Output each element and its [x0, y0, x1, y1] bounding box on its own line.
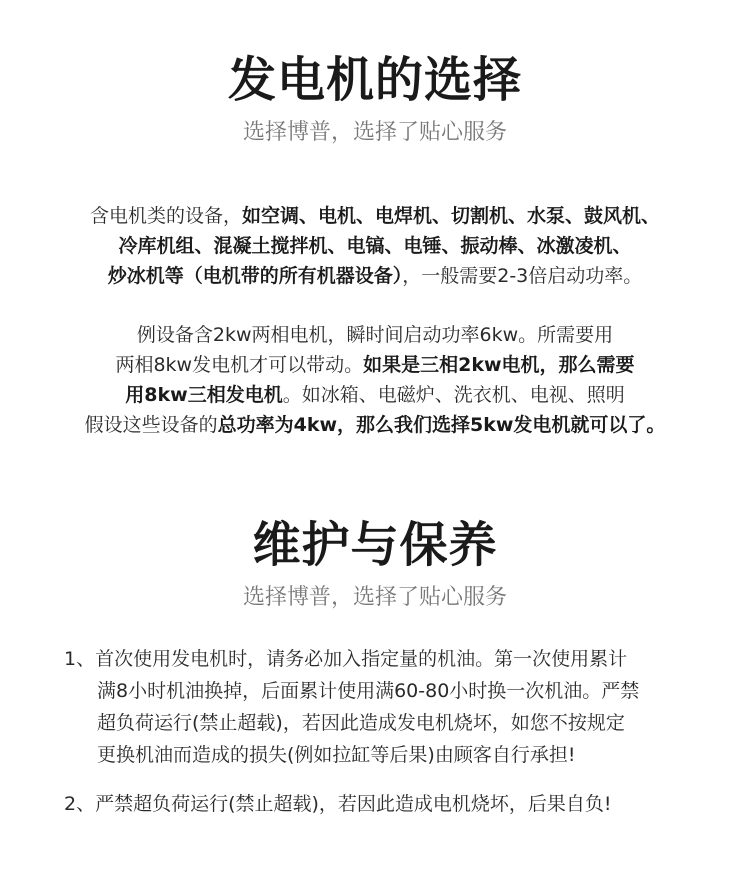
paragraph-line: [0, 380, 750, 410]
text: ，一般需要2-3倍启动功率。: [402, 265, 643, 287]
paragraph-line: [0, 231, 750, 261]
bold-text: 如空调、电机、电焊机、切割机、水泵、鼓风机、: [242, 205, 661, 227]
bold-text: 总功率为4kw，那么我们选择5kw发电机就可以了。: [217, 414, 666, 436]
section-title: 发电机的选择: [227, 52, 522, 108]
generator-selection-section: [0, 52, 750, 148]
section-subtitle: 选择博普，选择了贴心服务: [242, 120, 507, 145]
list-item: [64, 643, 639, 771]
bold-text: 用8kw三相发电机: [125, 384, 283, 406]
bold-text: 炒冰机等（电机带的所有机器设备）: [107, 265, 403, 287]
list-item-line: 更换机油而造成的损失(例如拉缸等后果)由顾客自行承担!: [97, 744, 576, 766]
maintenance-section: [0, 517, 750, 613]
paragraph-line: [0, 201, 750, 231]
text: 。如冰箱、电磁炉、洗衣机、电视、照明: [282, 384, 625, 406]
paragraph-line: [0, 261, 750, 291]
list-item-line: 2、严禁超负荷运行(禁止超载)，若因此造成电机烧坏，后果自负!: [64, 793, 612, 815]
motor-equipment-paragraph: [0, 201, 750, 291]
bold-text: 冷库机组、混凝土搅拌机、电镐、电锤、振动棒、冰激凌机、: [118, 235, 632, 257]
list-item: [64, 788, 612, 820]
list-item-line: 1、首次使用发电机时，请务必加入指定量的机油。第一次使用累计: [64, 648, 628, 670]
list-item-line: 超负荷运行(禁止超载)，若因此造成发电机烧坏，如您不按规定: [97, 712, 625, 734]
paragraph-line: [0, 350, 750, 380]
section-subtitle: 选择博普，选择了贴心服务: [242, 585, 507, 610]
paragraph-line: [0, 410, 750, 440]
text: 例设备含2kw两相电机，瞬时间启动功率6kw。所需要用: [136, 324, 614, 346]
example-paragraph: [0, 320, 750, 440]
text: 含电机类的设备，: [89, 205, 242, 227]
section-title: 维护与保养: [252, 517, 498, 573]
text: 两相8kw发电机才可以带动。: [115, 354, 364, 376]
list-item-line: 满8小时机油换掉，后面累计使用满60-80小时换一次机油。严禁: [97, 680, 640, 702]
paragraph-line: [0, 320, 750, 350]
bold-text: 如果是三相2kw电机，那么需要: [363, 354, 635, 376]
text: 假设这些设备的: [84, 414, 218, 436]
